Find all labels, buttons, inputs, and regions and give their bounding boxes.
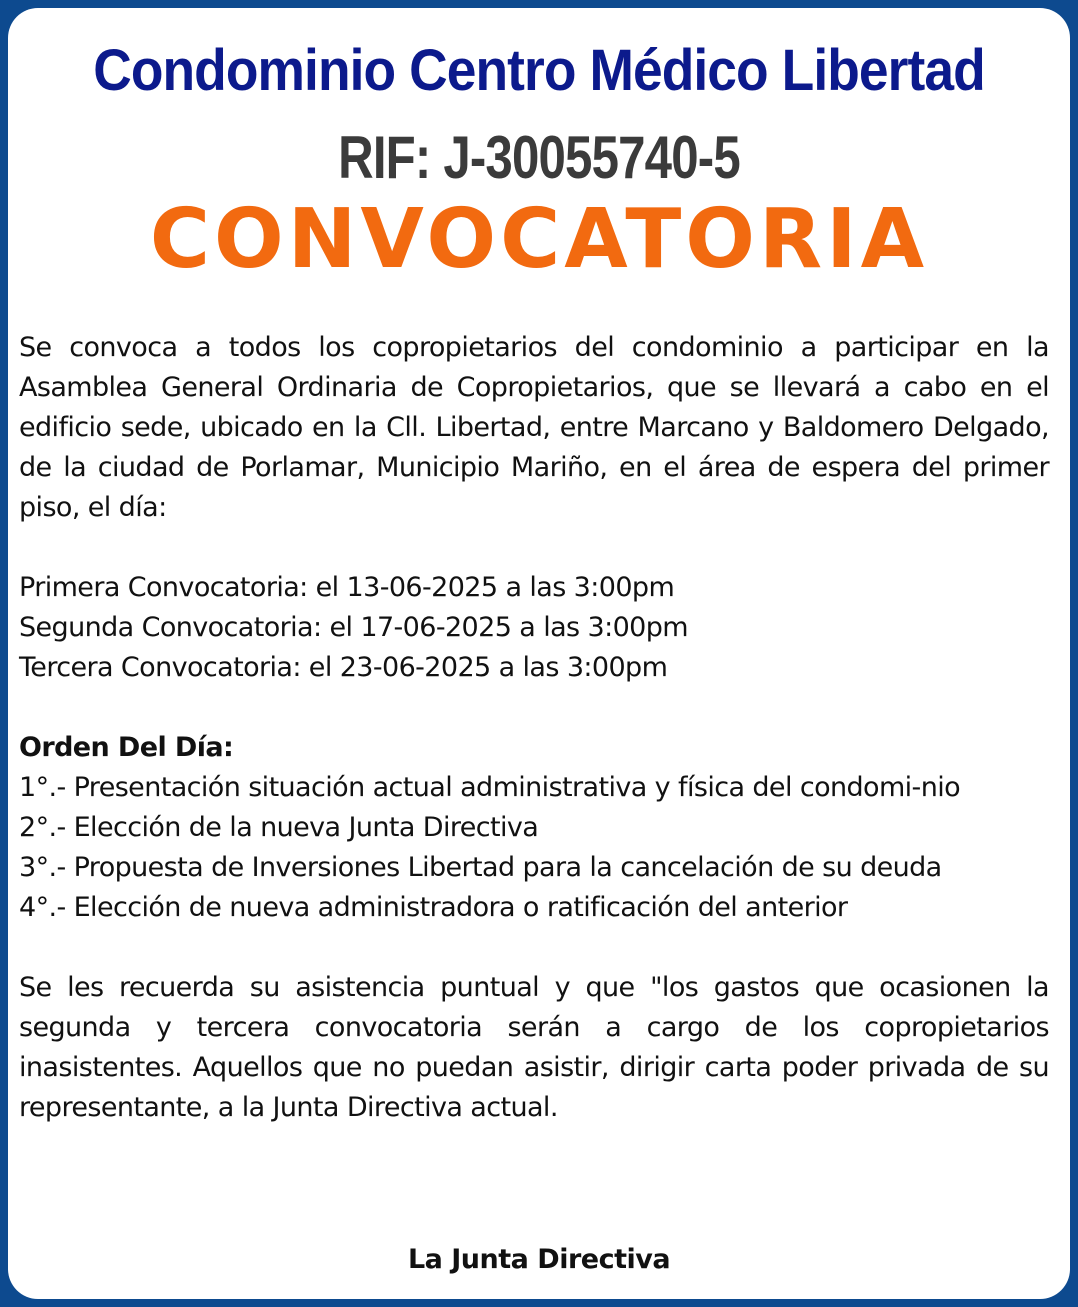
schedule-first: Primera Convocatoria: el 13-06-2025 a las 3:00pm (19, 572, 675, 603)
schedule-third: Tercera Convocatoria: el 23-06-2025 a las 3:00pm (19, 652, 668, 683)
agenda-item-1: 1°.- Presentación situación actual administrativa y física del condomi-nio (19, 772, 961, 803)
reminder-paragraph: Se les recuerda su asistencia puntual y que "los gastos que ocasionen la segunda y tercera convocatoria serán a cargo de los copropietarios inasistentes. Aquellos que no puedan asistir, dirigir carta poder privada de su representante, a la Junta Directiva actual. (19, 972, 1049, 1123)
agenda-heading: Orden Del Día: (19, 732, 234, 763)
spacer (19, 688, 1049, 728)
notice-card (8, 8, 1070, 1299)
schedule-second: Segunda Convocatoria: el 17-06-2025 a las 3:00pm (19, 612, 688, 643)
rif-number: RIF: J-30055740-5 (338, 124, 740, 191)
intro-paragraph: Se convoca a todos los copropietarios del condominio a participar en la Asamblea General Ordinaria de Copropietarios, que se llevará a cabo en el edificio sede, ubicado en la Cll. Libertad, entre Marcano y Baldomero Delgado, de la ciudad de Porlamar, Municipio Mariño, en el área de espera del primer piso, el día: (19, 332, 1049, 523)
agenda-item-3: 3°.- Propuesta de Inversiones Libertad para la cancelación de su deuda (19, 852, 942, 883)
notice-body (19, 328, 1049, 1128)
signature: La Junta Directiva (407, 1244, 671, 1275)
spacer (19, 528, 1049, 568)
agenda-item-2: 2°.- Elección de la nueva Junta Directiva (19, 812, 539, 843)
condominium-title: Condominio Centro Médico Libertad (93, 38, 985, 103)
convocatoria-heading: CONVOCATORIA (149, 192, 929, 287)
agenda-item-4: 4°.- Elección de nueva administradora o ratificación del anterior (19, 892, 848, 923)
spacer (19, 928, 1049, 968)
